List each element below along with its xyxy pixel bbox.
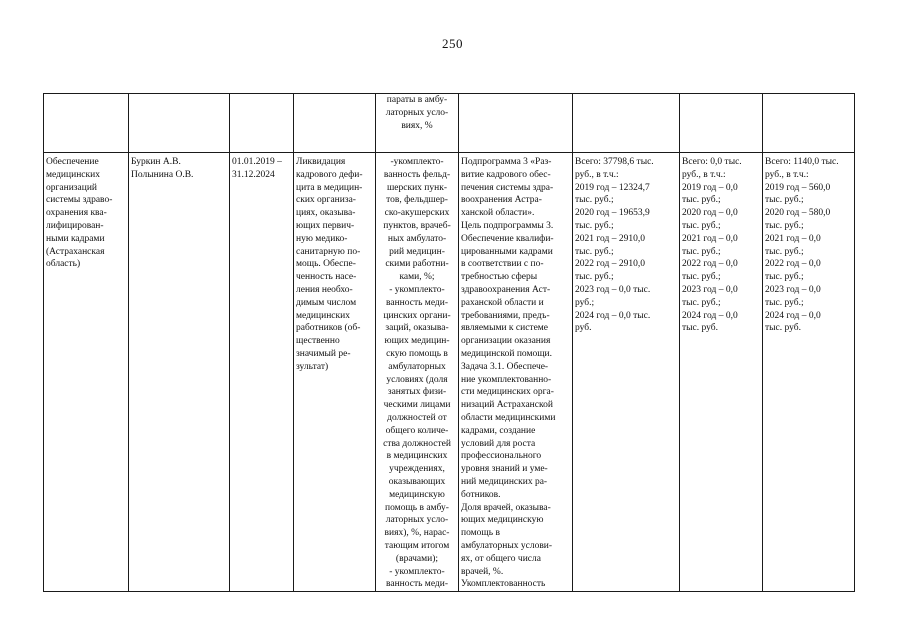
cell-responsible-empty <box>129 94 230 153</box>
table-row-continuation <box>44 94 855 153</box>
cell-result-empty <box>294 94 376 153</box>
cell-period: 01.01.2019 – 31.12.2024 <box>230 153 294 592</box>
cell-program: Подпрограмма 3 «Раз- витие кадрового обес- печения системы здра- воохранения Астра- ханской области». Цель подпрограммы 3. Обеспечение квалифи- цированными кадрами в соответствии с по- требностью сферы здравоохранения Аст- раханской области и требованиями, предъ- являемыми к системе организации оказания медицинской помощи. Задача 3.1. Обеспече- ние укомплектованно- сти медицинских орга- низаций Астраханской области медицинскими кадрами, создание условий для роста профессионального уровня знаний и уме- ний медицинских ра- ботников. Доля врачей, оказыва- ющих медицинскую помощь в амбулаторных услови- ях, от общего числа врачей, %. Укомплектованность <box>459 153 573 592</box>
cell-finance-federal-empty <box>680 94 763 153</box>
cell-indicator: -укомплекто- ванность фельд- шерских пунк- тов, фельдшер- ско-акушерских пунктов, врачеб- ных амбулато- рий медицин- скими работни- ками, %; - укомплекто- ванность меди- цинских органи- заций, оказыва- ющих медицин- скую помощь в амбулаторных условиях (доля занятых физи- ческими лицами должностей от общего количе- ства должностей в медицинских учреждениях, оказывающих медицинскую помощь в амбу- латорных усло- виях), %, нарас- тающим итогом (врачами); - укомплекто- ванность меди- <box>376 153 459 592</box>
cell-finance-total-empty <box>573 94 680 153</box>
page-number: 250 <box>442 36 463 51</box>
cell-program-empty <box>459 94 573 153</box>
cell-event-name: Обеспечение медицинских организаций системы здраво- охранения ква- лифицирован- ными кадрами (Астраханская область) <box>44 153 129 592</box>
cell-finance-other-empty <box>763 94 855 153</box>
cell-indicator-continuation: параты в амбу- латорных усло- виях, % <box>376 94 459 153</box>
cell-period-empty <box>230 94 294 153</box>
program-events-table <box>43 93 855 592</box>
table-row-main <box>44 153 855 592</box>
cell-expected-result: Ликвидация кадрового дефи- цита в медицин- ских организа- циях, оказыва- ющих первич- ную медико- санитарную по- мощь. Обеспе- ченность насе- ления необхо- димым числом медицинских работников (об- щественно значимый ре- зультат) <box>294 153 376 592</box>
cell-event-name-empty <box>44 94 129 153</box>
cell-finance-other: Всего: 1140,0 тыс. руб., в т.ч.: 2019 год – 560,0 тыс. руб.; 2020 год – 580,0 тыс. руб.; 2021 год – 0,0 тыс. руб.; 2022 год – 0,0 тыс. руб.; 2023 год – 0,0 тыс. руб.; 2024 год – 0,0 тыс. руб. <box>763 153 855 592</box>
cell-finance-federal: Всего: 0,0 тыс. руб., в т.ч.: 2019 год – 0,0 тыс. руб.; 2020 год – 0,0 тыс. руб.; 2021 год – 0,0 тыс. руб.; 2022 год – 0,0 тыс. руб.; 2023 год – 0,0 тыс. руб.; 2024 год – 0,0 тыс. руб. <box>680 153 763 592</box>
cell-finance-total: Всего: 37798,6 тыс. руб., в т.ч.: 2019 год – 12324,7 тыс. руб.; 2020 год – 19653,9 тыс. руб.; 2021 год – 2910,0 тыс. руб.; 2022 год – 2910,0 тыс. руб.; 2023 год – 0,0 тыс. руб.; 2024 год – 0,0 тыс. руб. <box>573 153 680 592</box>
cell-responsible: Буркин А.В. Полынина О.В. <box>129 153 230 592</box>
